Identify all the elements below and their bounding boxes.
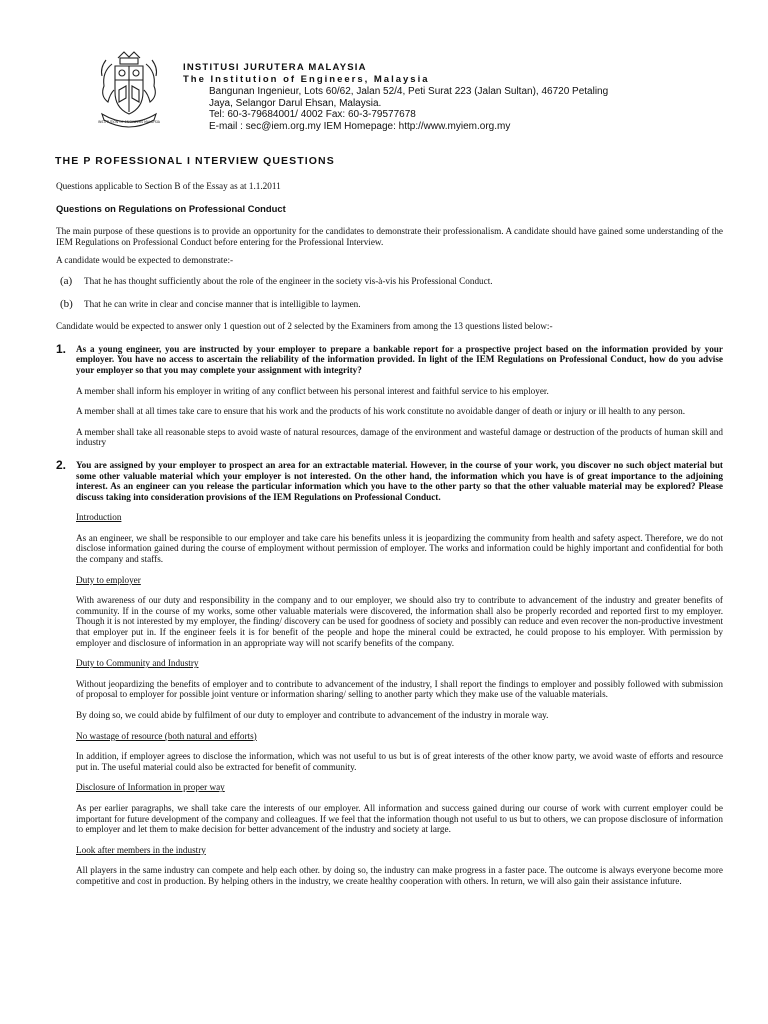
section-heading-disclosure: Disclosure of Information in proper way bbox=[76, 782, 225, 793]
section-paragraph: By doing so, we could abide by fulfilment of our duty to employer and contribute to advancement of the industry in morale way. bbox=[76, 710, 549, 720]
condition-b bbox=[60, 299, 723, 310]
question-text: You are assigned by your employer to prospect an area for an extractable material. However, in the course of your work, you discover no such object material but some other valuable material which your employer is not interested. On the other hand, the information which you have is of great importance to the adjoining interest. As an engineer can you release the particular information which you have to the other party so that the other valuable material may be explored? Please discuss taking into consideration provisions of the IEM Regulations on Professional Conduct. bbox=[76, 459, 723, 502]
question-1 bbox=[56, 341, 723, 376]
address-line-2: Jaya, Selangor Darul Ehsan, Malaysia. bbox=[209, 97, 382, 109]
logo-motto: INSTITUTION OF ENGINEERS MALAYSIA bbox=[98, 120, 160, 124]
org-name-english: The Institution of Engineers, Malaysia bbox=[183, 74, 430, 85]
address-line-1: Bangunan Ingenieur, Lots 60/62, Jalan 52/4, Peti Surat 223 (Jalan Sultan), 46720 Petaling bbox=[209, 86, 609, 97]
section-paragraph: As an engineer, we shall be responsible to our employer and take care his benefits unless it is jeopardizing the community from health and safety aspect. Therefore, we do not disclose information gained during the course of employment without permission of employer. The works and information could be highly important and confidential for both the company and staffs. bbox=[76, 532, 723, 565]
condition-label: (b) bbox=[60, 297, 73, 310]
question-2 bbox=[56, 457, 723, 502]
answer-paragraph: A member shall take all reasonable steps to avoid waste of natural resources, damage of the environment and wasteful damage or destruction of the products of human skill and industry bbox=[76, 426, 723, 448]
contact-email-web: E-mail : sec@iem.org.my IEM Homepage: http://www.myiem.org.my bbox=[209, 120, 511, 132]
page-title: THE P ROFESSIONAL I NTERVIEW QUESTIONS bbox=[55, 155, 335, 167]
org-name-malay: INSTITUSI JURUTERA MALAYSIA bbox=[183, 62, 367, 73]
applicability-note: Questions applicable to Section B of the Essay as at 1.1.2011 bbox=[56, 181, 281, 191]
question-number: 2. bbox=[56, 457, 67, 472]
section-title: Questions on Regulations on Professional Conduct bbox=[56, 202, 286, 214]
letterhead bbox=[183, 62, 743, 132]
condition-text: That he can write in clear and concise manner that is intelligible to laymen. bbox=[84, 298, 361, 309]
section-paragraph: In addition, if employer agrees to disclose the information, which was not useful to us but is of great interests of the other know party, we avoid waste of efforts and resource put in. The useful material could also be extracted for benefit of community. bbox=[76, 751, 723, 772]
section-paragraph: With awareness of our duty and responsibility in the company and to our employer, we should also try to contribute to advancement of the industry and greater benefits of community. If in the course of my works, some other valuable materials were discovered, the information shall also be properly recorded and reported first to my employer. Though it is not interested by my employer, the finding/ discovery can be used for goodness of society and possibly can reduce and even recover the non-productive investment that employer put in. If the engineer feels it is for benefit of the people and hope the mineral could be extracted, he could propose to his employer. With permission by employer and disclosure of information in an appropriate way will not scarify benefits of the company. bbox=[76, 595, 723, 648]
intro-paragraph: The main purpose of these questions is to provide an opportunity for the candidates to demonstrate their professionalism. A candidate should have gained some understanding of the IEM Regulations on Professional Conduct before entering for the Professional Interview. bbox=[56, 226, 723, 247]
section-paragraph: As per earlier paragraphs, we shall take care the interests of our employer. All information and success gained during our course of work with current employer could be important for future development of the company and colleagues. If we feel that the information though not useful to us but to others, we can propose disclosure of information to employer and let them to make decision for better advancement of the industry and society at large. bbox=[76, 802, 723, 835]
expected-line: A candidate would be expected to demonstrate:- bbox=[56, 255, 234, 266]
section-heading-duty-employer: Duty to employer bbox=[76, 574, 141, 585]
question-text: As a young engineer, you are instructed by your employer to prepare a bankable report for a prospective project based on the information provided by your employer. You have no access to ascertain the reliability of the information provided. In light of the IEM Regulations on Professional Conduct, how do you advise your employer so that you may complete your assignment with integrity? bbox=[76, 343, 723, 375]
answer-paragraph: A member shall inform his employer in writing of any conflict between his personal interest and faithful service to his employer. bbox=[76, 385, 549, 396]
section-heading-introduction: Introduction bbox=[76, 512, 122, 523]
document-body bbox=[56, 181, 723, 887]
section-heading-look-after: Look after members in the industry bbox=[76, 844, 206, 855]
section-paragraph: All players in the same industry can compete and help each other. by doing so, the industry can make progress in a faster pace. The outcome is always everyone become more competitive and cost in production. By helping others in the industry, we create healthy cooperation with others. In return, we will also gain their assistance infuture. bbox=[76, 865, 723, 886]
contact-tel-fax: Tel: 60-3-79684001/ 4002 Fax: 60-3-79577678 bbox=[209, 109, 416, 121]
condition-a bbox=[60, 276, 723, 287]
iem-crest-logo bbox=[88, 50, 170, 132]
answer-instruction: Candidate would be expected to answer only 1 question out of 2 selected by the Examiners from among the 13 questions listed below:- bbox=[56, 321, 553, 332]
section-heading-no-wastage: No wastage of resource (both natural and efforts) bbox=[76, 730, 257, 741]
section-heading-duty-community: Duty to Community and Industry bbox=[76, 658, 199, 669]
condition-label: (a) bbox=[60, 274, 73, 287]
question-number: 1. bbox=[56, 341, 67, 356]
condition-text: That he has thought sufficiently about the role of the engineer in the society vis-à-vis his Professional Conduct. bbox=[84, 275, 493, 286]
section-paragraph: Without jeopardizing the benefits of employer and to contribute to advancement of the industry, I shall report the findings to employer and possibly followed with submission of proposal to employer for possible joint venture or information sharing/ selling to another party which they make use of the valuable materials. bbox=[76, 678, 723, 700]
answer-paragraph: A member shall at all times take care to ensure that his work and the products of his work constitute no avoidable danger of death or injury or ill health to any person. bbox=[76, 406, 686, 417]
